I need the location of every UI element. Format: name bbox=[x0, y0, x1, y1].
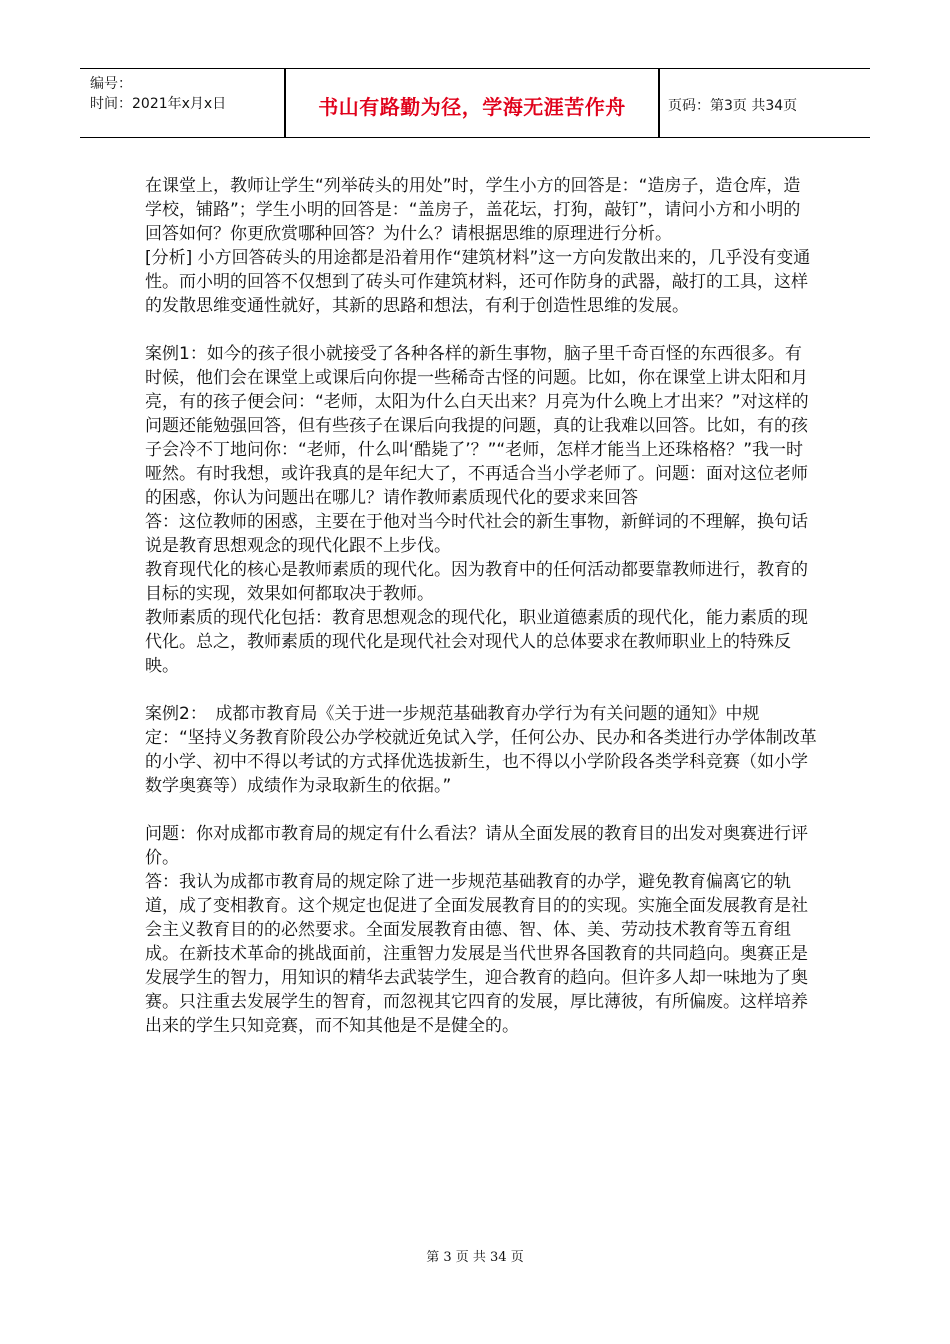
document-header bbox=[80, 68, 870, 138]
paragraph-gap bbox=[145, 678, 817, 702]
case1-paragraph: 案例1：如今的孩子很小就接受了各种各样的新生事物，脑子里千奇百怪的东西很多。有时候，他们会在课堂上或课后向你提一些稀奇古怪的问题。比如，你在课堂上讲太阳和月亮，有的孩子便会问：“老师，太阳为什么白天出来？月亮为什么晚上才出来？”对这样的问题还能勉强回答，但有些孩子在课后向我提的问题，真的让我难以回答。比如，有的孩子会冷不丁地问你：“老师，什么叫‘酷毙了’？”“老师，怎样才能当上还珠格格？”我一时哑然。有时我想，或许我真的是年纪大了，不再适合当小学老师了。问题：面对这位老师的困惑，你认为问题出在哪儿？请作教师素质现代化的要求来回答 bbox=[145, 344, 809, 508]
document-body bbox=[145, 174, 817, 1038]
number-label: 编号： bbox=[90, 76, 132, 92]
time-label: 时间：2021年x月x日 bbox=[90, 96, 227, 112]
paragraph-gap bbox=[145, 798, 817, 822]
header-divider bbox=[658, 69, 660, 137]
header-page-code: 页码：第3页 共34页 bbox=[668, 98, 798, 114]
analysis-paragraph: [分析] 小方回答砖头的用途都是沿着用作“建筑材料”这一方向发散出来的，几乎没有变通性。而小明的回答不仅想到了砖头可作建筑材料，还可作防身的武器，敲打的工具，这样的发散思维变通性就好，其新的思路和想法，有利于创造性思维的发展。 bbox=[145, 248, 811, 316]
case2-question: 问题：你对成都市教育局的规定有什么看法？请从全面发展的教育目的出发对奥赛进行评价。 bbox=[145, 824, 808, 868]
question-paragraph: 在课堂上，教师让学生“列举砖头的用处”时，学生小方的回答是：“造房子，造仓库，造学校，铺路”；学生小明的回答是：“盖房子，盖花坛，打狗，敲钉”，请问小方和小明的回答如何？你更欣赏哪种回答？为什么？请根据思维的原理进行分析。 bbox=[145, 176, 801, 244]
case1-explanation: 教育现代化的核心是教师素质的现代化。因为教育中的任何活动都要靠教师进行，教育的目标的实现，效果如何都取决于教师。 bbox=[145, 560, 808, 604]
case1-answer: 答：这位教师的困惑，主要在于他对当今时代社会的新生事物，新鲜词的不理解，换句话说是教育思想观念的现代化跟不上步伐。 bbox=[145, 512, 808, 556]
case2-paragraph: 案例2： 成都市教育局《关于进一步规范基础教育办学行为有关问题的通知》中规定：“坚持义务教育阶段公办学校就近免试入学，任何公办、民办和各类进行办学体制改革的小学、初中不得以考试的方式择优选拔新生，也不得以小学阶段各类学科竞赛（如小学数学奥赛等）成绩作为录取新生的依据。” bbox=[145, 704, 817, 796]
header-meta bbox=[90, 69, 280, 137]
header-motto: 书山有路勤为径，学海无涯苦作舟 bbox=[318, 95, 626, 119]
page-footer: 第 3 页 共 34 页 bbox=[426, 1250, 524, 1265]
case1-conclusion: 教师素质的现代化包括：教育思想观念的现代化，职业道德素质的现代化，能力素质的现代化。总之，教师素质的现代化是现代社会对现代人的总体要求在教师职业上的特殊反映。 bbox=[145, 608, 808, 676]
case2-answer: 答：我认为成都市教育局的规定除了进一步规范基础教育的办学，避免教育偏离它的轨道，成了变相教育。这个规定也促进了全面发展教育目的的实现。实施全面发展教育是社会主义教育目的的必然要求。全面发展教育由德、智、体、美、劳动技术教育等五育组成。在新技术革命的挑战面前，注重智力发展是当代世界各国教育的共同趋向。奥赛正是发展学生的智力，用知识的精华去武装学生，迎合教育的趋向。但许多人却一味地为了奥赛。只注重去发展学生的智育，而忽视其它四育的发展，厚比薄彼，有所偏废。这样培养出来的学生只知竞赛，而不知其他是不是健全的。 bbox=[145, 872, 808, 1036]
paragraph-gap bbox=[145, 318, 817, 342]
